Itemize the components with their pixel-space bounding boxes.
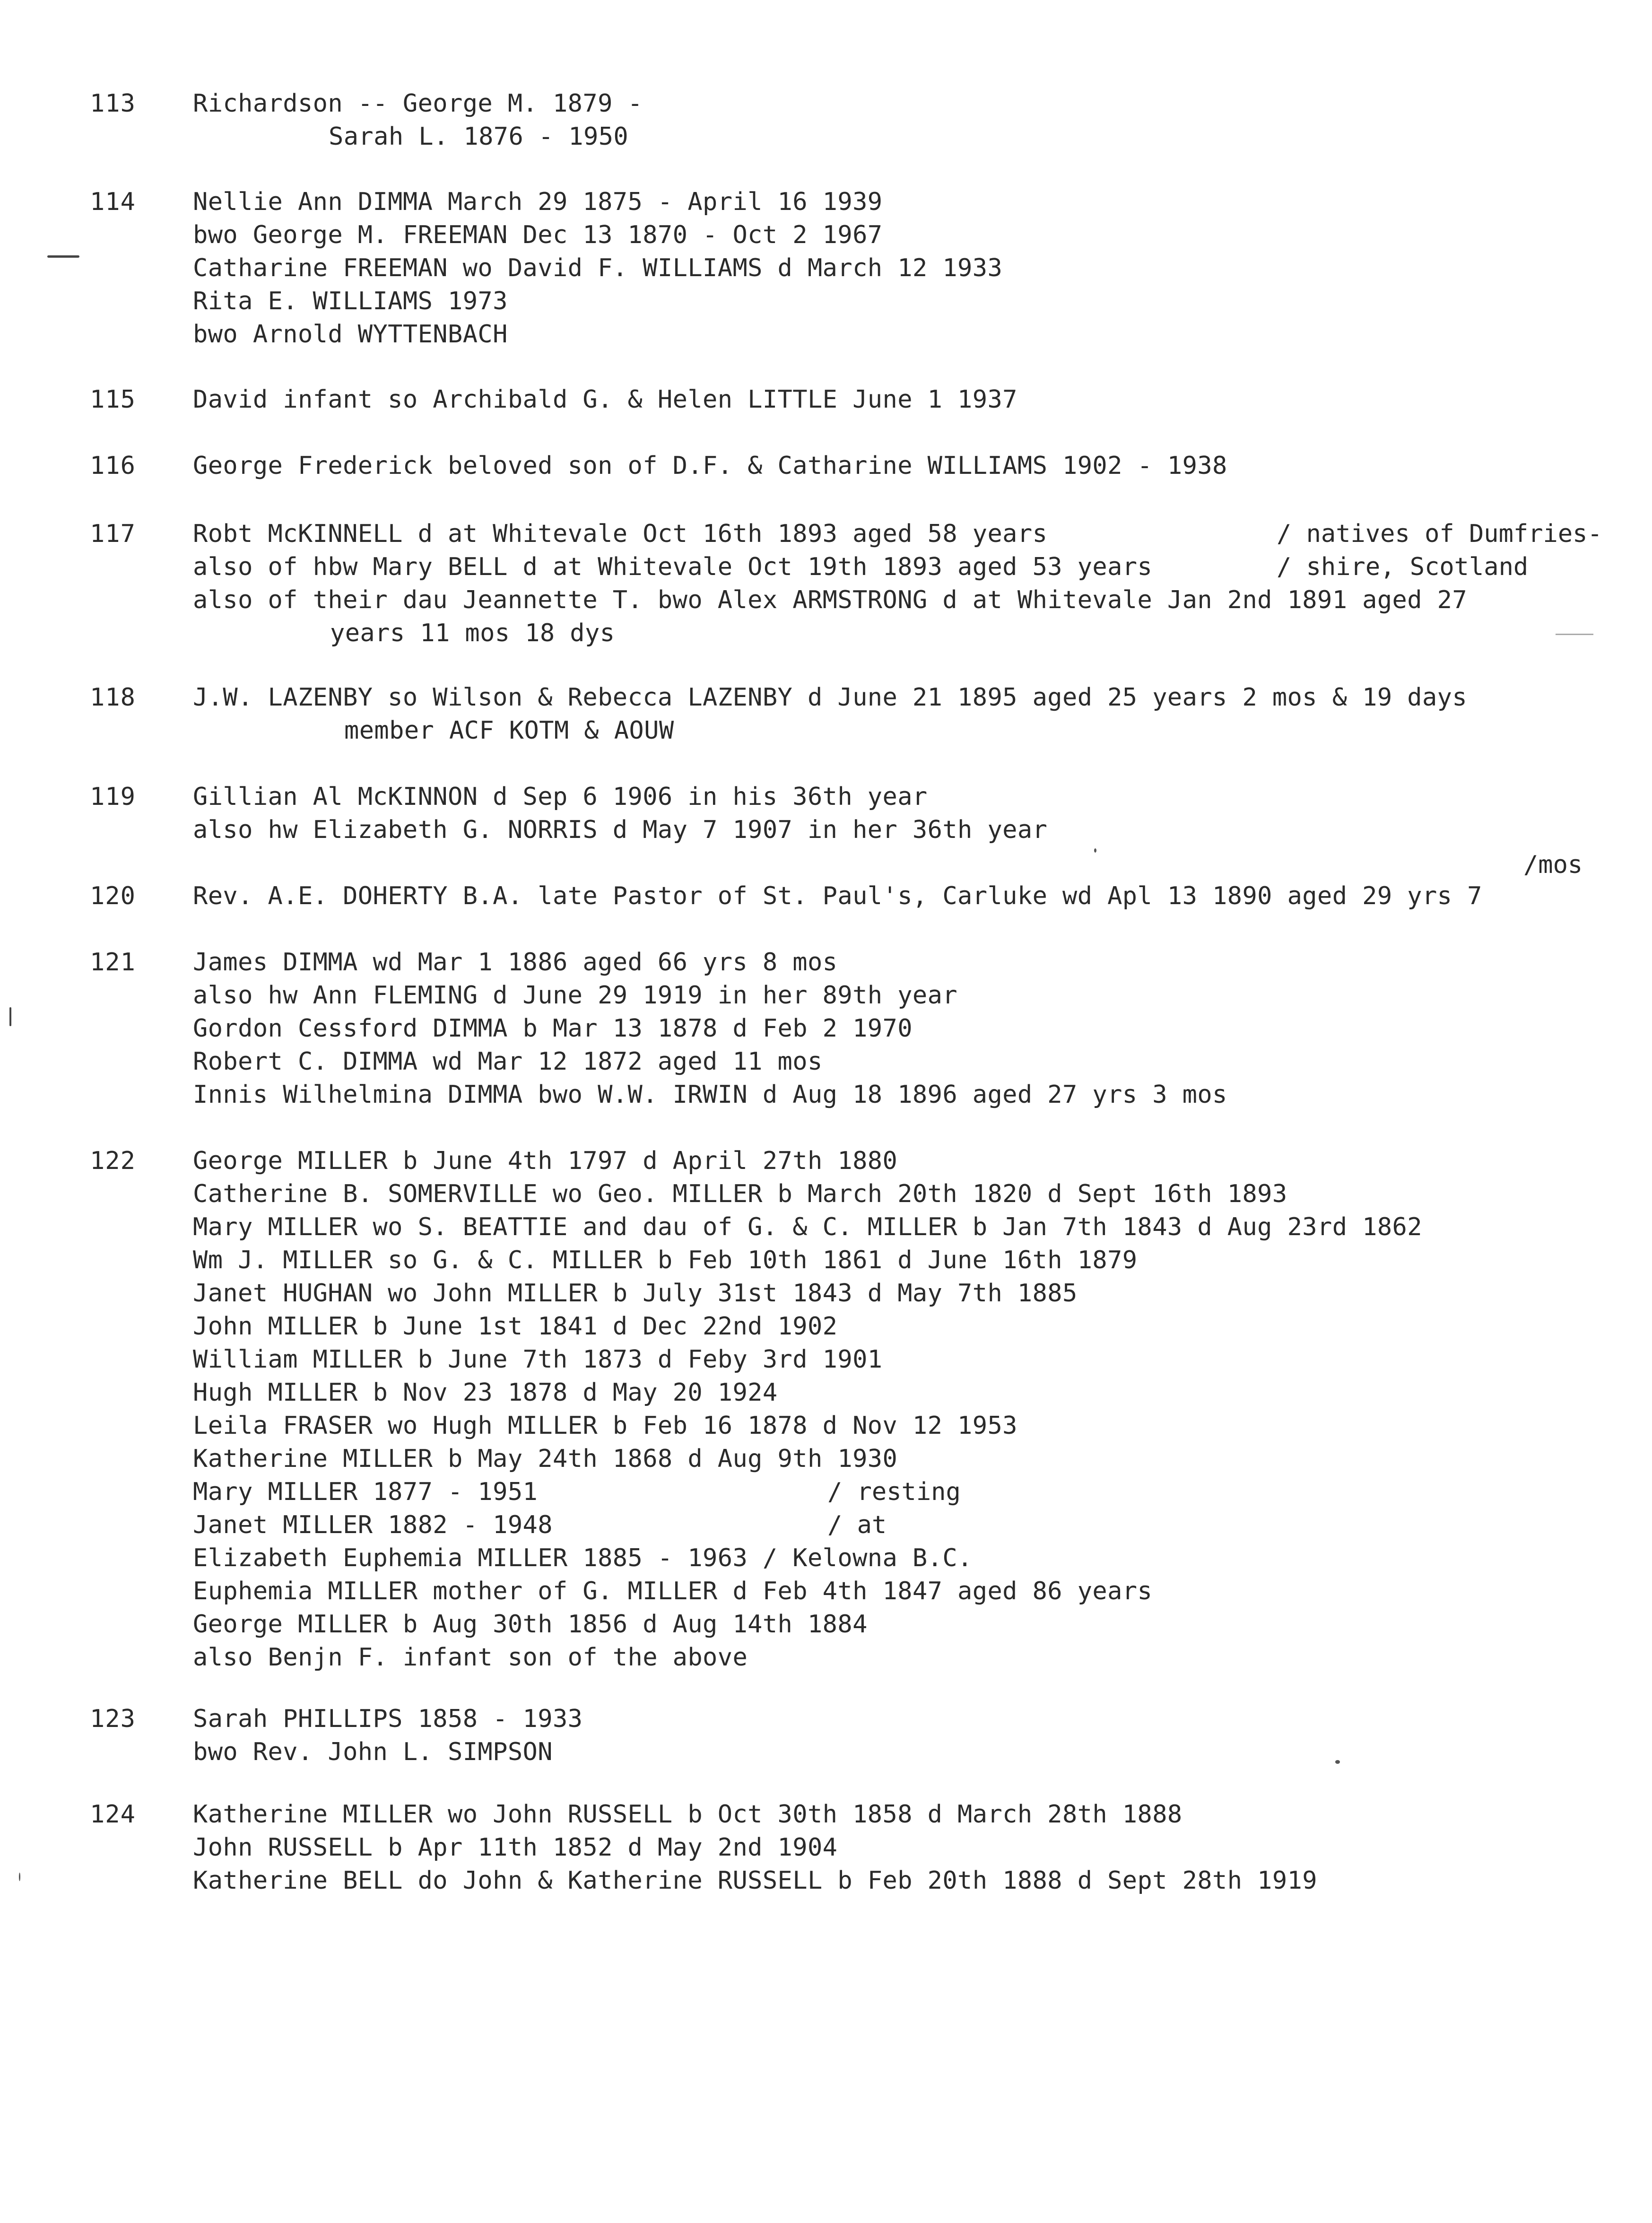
- entry-lines: [193, 87, 1630, 153]
- entry-line: Richardson -- George M. 1879 -: [193, 89, 643, 118]
- entry-line: John RUSSELL b Apr 11th 1852 d May 2nd 1904: [193, 1833, 838, 1862]
- entry-line: also hw Ann FLEMING d June 29 1919 in her 89th year: [193, 981, 958, 1010]
- entry-line: Gillian Al McKINNON d Sep 6 1906 in his 36th year: [193, 783, 928, 811]
- entry-line: William MILLER b June 7th 1873 d Feby 3rd 1901: [193, 1345, 883, 1374]
- entry-lines: [193, 1702, 1630, 1769]
- entry-lines: [193, 383, 1630, 416]
- margin-note: /mos: [1523, 851, 1583, 879]
- entry-line: Robt McKINNELL d at Whitevale Oct 16th 1893 aged 58 years: [193, 520, 1048, 548]
- scan-mark: [47, 255, 79, 258]
- entry-line: John MILLER b June 1st 1841 d Dec 22nd 1902: [193, 1312, 838, 1341]
- entry-line: also Benjn F. infant son of the above: [193, 1643, 748, 1672]
- margin-note: / shire, Scotland: [1277, 553, 1529, 581]
- entry-lines: [193, 1798, 1630, 1897]
- scan-speck: [19, 1873, 20, 1881]
- entry-number: 116: [90, 452, 136, 480]
- entry-number: 123: [90, 1705, 136, 1733]
- entry-line: bwo George M. FREEMAN Dec 13 1870 - Oct 2 1967: [193, 221, 883, 249]
- entry-line: George Frederick beloved son of D.F. & Catharine WILLIAMS 1902 - 1938: [193, 452, 1227, 480]
- entry-line: Mary MILLER wo S. BEATTIE and dau of G. & C. MILLER b Jan 7th 1843 d Aug 23rd 1862: [193, 1213, 1422, 1241]
- entry-line: Mary MILLER 1877 - 1951: [193, 1478, 538, 1506]
- entry-number: 114: [90, 188, 136, 216]
- entry-line: bwo Rev. John L. SIMPSON: [193, 1738, 553, 1766]
- margin-note: / at: [827, 1511, 887, 1539]
- entry-line: Innis Wilhelmina DIMMA bwo W.W. IRWIN d Aug 18 1896 aged 27 yrs 3 mos: [193, 1081, 1227, 1109]
- entry-line: also hw Elizabeth G. NORRIS d May 7 1907 in her 36th year: [193, 816, 1048, 844]
- scan-speck: [1335, 1760, 1340, 1764]
- entry-number: 119: [90, 783, 136, 811]
- entry-line: also of hbw Mary BELL d at Whitevale Oct 19th 1893 aged 53 years: [193, 553, 1153, 581]
- entry-number: 124: [90, 1800, 136, 1829]
- entry-line: Sarah PHILLIPS 1858 - 1933: [193, 1705, 583, 1733]
- entry-lines: [193, 1144, 1630, 1674]
- entry-line: Elizabeth Euphemia MILLER 1885 - 1963 / Kelowna B.C.: [193, 1544, 973, 1572]
- entry-number: 121: [90, 948, 136, 976]
- entry-lines: [193, 946, 1630, 1111]
- entry-line: Katherine MILLER wo John RUSSELL b Oct 30th 1858 d March 28th 1888: [193, 1800, 1182, 1829]
- margin-note: / natives of Dumfries-: [1277, 520, 1602, 548]
- entry-line: Robert C. DIMMA wd Mar 12 1872 aged 11 mos: [193, 1047, 823, 1076]
- entry-line: Sarah L. 1876 - 1950: [329, 122, 629, 151]
- entry-line: Janet HUGHAN wo John MILLER b July 31st 1843 d May 7th 1885: [193, 1279, 1078, 1308]
- entry-number: 117: [90, 520, 136, 548]
- scan-mark: [1556, 634, 1593, 635]
- entry-line: also of their dau Jeannette T. bwo Alex ARMSTRONG d at Whitevale Jan 2nd 1891 aged 27: [193, 586, 1468, 614]
- entry-number: 120: [90, 882, 136, 910]
- entry-line: James DIMMA wd Mar 1 1886 aged 66 yrs 8 mos: [193, 948, 838, 976]
- entry-line: George MILLER b Aug 30th 1856 d Aug 14th 1884: [193, 1610, 868, 1639]
- entry-lines: [193, 780, 1630, 846]
- entry-number: 115: [90, 385, 136, 414]
- entry-line: Katherine BELL do John & Katherine RUSSELL b Feb 20th 1888 d Sept 28th 1919: [193, 1866, 1317, 1895]
- scan-mark: [9, 1007, 11, 1026]
- entry-line: Rev. A.E. DOHERTY B.A. late Pastor of St. Paul's, Carluke wd Apl 13 1890 aged 29 yrs 7: [193, 882, 1482, 910]
- entry-line: Catherine B. SOMERVILLE wo Geo. MILLER b March 20th 1820 d Sept 16th 1893: [193, 1180, 1287, 1208]
- entry-line: Janet MILLER 1882 - 1948: [193, 1511, 553, 1539]
- entry-line: Euphemia MILLER mother of G. MILLER d Feb 4th 1847 aged 86 years: [193, 1577, 1153, 1605]
- entry-line: David infant so Archibald G. & Helen LITTLE June 1 1937: [193, 385, 1017, 414]
- entry-line: Leila FRASER wo Hugh MILLER b Feb 16 1878 d Nov 12 1953: [193, 1412, 1017, 1440]
- entry-number: 122: [90, 1147, 136, 1175]
- entry-line: Hugh MILLER b Nov 23 1878 d May 20 1924: [193, 1378, 778, 1407]
- entry-number: 118: [90, 683, 136, 712]
- entry-number: 113: [90, 89, 136, 118]
- entry-line: member ACF KOTM & AOUW: [344, 716, 674, 745]
- margin-note: / resting: [827, 1478, 961, 1506]
- entry-line: J.W. LAZENBY so Wilson & Rebecca LAZENBY d June 21 1895 aged 25 years 2 mos & 19 days: [193, 683, 1468, 712]
- entry-line: bwo Arnold WYTTENBACH: [193, 320, 508, 349]
- entry-line: George MILLER b June 4th 1797 d April 27th 1880: [193, 1147, 898, 1175]
- entry-line: Rita E. WILLIAMS 1973: [193, 287, 508, 315]
- entry-lines: [193, 449, 1630, 482]
- entry-lines: [193, 880, 1630, 913]
- entry-line: Catharine FREEMAN wo David F. WILLIAMS d March 12 1933: [193, 254, 1003, 282]
- entry-line: years 11 mos 18 dys: [330, 619, 615, 647]
- entry-line: Katherine MILLER b May 24th 1868 d Aug 9th 1930: [193, 1445, 898, 1473]
- entry-lines: [193, 681, 1630, 747]
- entry-line: Nellie Ann DIMMA March 29 1875 - April 16 1939: [193, 188, 883, 216]
- scan-speck: [1094, 848, 1096, 853]
- entry-line: Gordon Cessford DIMMA b Mar 13 1878 d Feb 2 1970: [193, 1014, 913, 1043]
- entry-line: Wm J. MILLER so G. & C. MILLER b Feb 10th 1861 d June 16th 1879: [193, 1246, 1138, 1274]
- entry-lines: [193, 185, 1630, 351]
